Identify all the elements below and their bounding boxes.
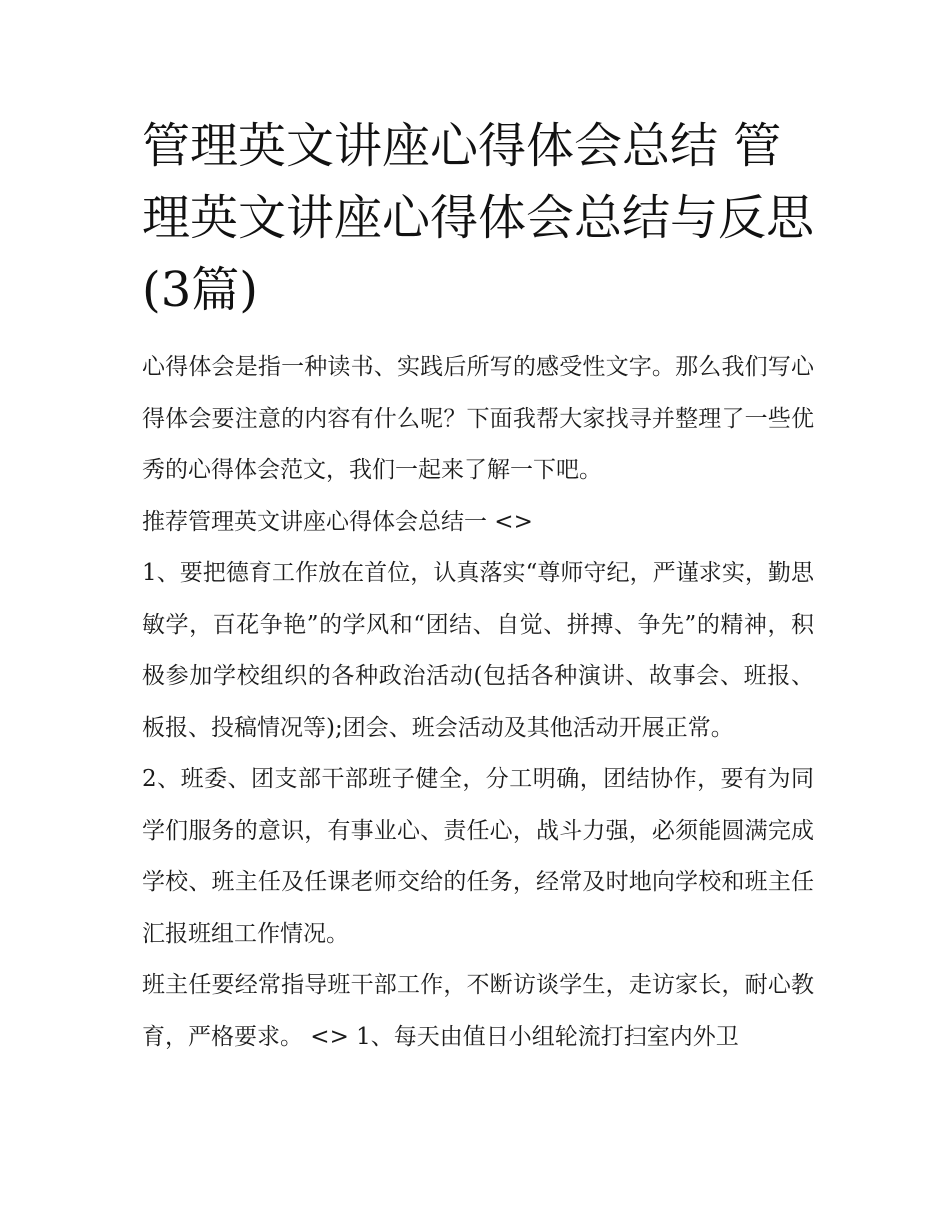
- document-body: [142, 342, 814, 1063]
- document-title: 管理英文讲座心得体会总结 管理英文讲座心得体会总结与反思(3篇): [142, 118, 815, 318]
- section-heading: 推荐管理英文讲座心得体会总结一 <>: [142, 508, 533, 535]
- intro-paragraph: 心得体会是指一种读书、实践后所写的感受性文字。那么我们写心得体会要注意的内容有什么呢？下面我帮大家找寻并整理了一些优秀的心得体会范文，我们一起来了解一下吧。: [142, 354, 814, 483]
- document-content: [142, 110, 814, 1063]
- item-2-paragraph: 2、班委、团支部干部班子健全，分工明确，团结协作，要有为同学们服务的意识，有事业心、责任心，战斗力强，必须能圆满完成学校、班主任及任课老师交给的任务，经常及时地向学校和班主任汇报班组工作情况。: [142, 766, 814, 947]
- item-1-paragraph: 1、要把德育工作放在首位，认真落实“尊师守纪，严谨求实，勤思敏学，百花争艳”的学风和“团结、自觉、拼搏、争先”的精神，积极参加学校组织的各种政治活动(包括各种演讲、故事会、班报、板报、投稿情况等);团会、班会活动及其他活动开展正常。: [142, 560, 814, 741]
- teacher-paragraph: 班主任要经常指导班干部工作，不断访谈学生，走访家长，耐心教育，严格要求。 <> 1、每天由值日小组轮流打扫室内外卫: [142, 972, 814, 1050]
